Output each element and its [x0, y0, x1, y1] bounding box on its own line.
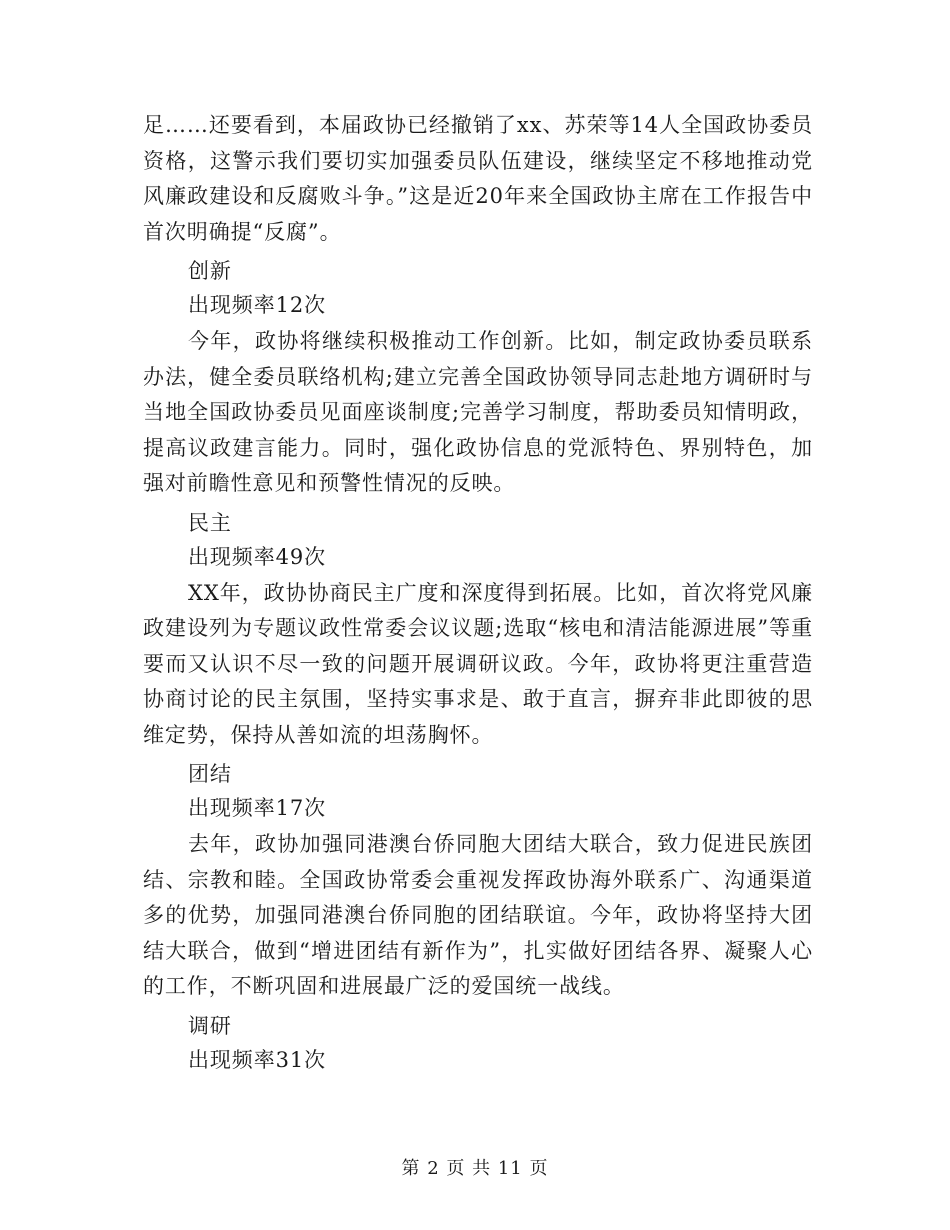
- section-body-democracy: XX年，政协协商民主广度和深度得到拓展。比如，首次将党风廉政建设列为专题议政性常委会议议题;选取“核电和清洁能源进展”等重要而又认识不尽一致的问题开展调研议政。今年，政协将更注重营造协商讨论的民主氛围，坚持实事求是、敢于直言，摒弃非此即彼的思维定势，保持从善如流的坦荡胸怀。: [143, 580, 813, 747]
- section-body-unity: 去年，政协加强同港澳台侨同胞大团结大联合，致力促进民族团结、宗教和睦。全国政协常委会重视发挥政协海外联系广、沟通渠道多的优势，加强同港澳台侨同胞的团结联谊。今年，政协将坚持大团结大联合，做到“增进团结有新作为”，扎实做好团结各界、凝聚人心的工作，不断巩固和进展最广泛的爱国统一战线。: [143, 832, 813, 998]
- section-heading-unity: 团结: [188, 762, 232, 786]
- section-heading-democracy: 民主: [188, 510, 232, 535]
- section-heading-research: 调研: [188, 1013, 232, 1038]
- section-frequency-research: 出现频率31次: [188, 1047, 327, 1072]
- section-body-innovation: 今年，政协将继续积极推动工作创新。比如，制定政协委员联系办法，健全委员联络机构;建立完善全国政协领导同志赴地方调研时与当地全国政协委员见面座谈制度;完善学习制度，帮助委员知情明政，提高议政建言能力。同时，强化政协信息的党派特色、界别特色，加强对前瞻性意见和预警性情况的反映。: [143, 329, 813, 495]
- section-heading-innovation: 创新: [188, 259, 232, 283]
- section-frequency-innovation: 出现频率12次: [188, 293, 327, 317]
- paragraph-intro: 足……还要看到，本届政协已经撤销了xx、苏荣等14人全国政协委员资格，这警示我们要切实加强委员队伍建设，继续坚定不移地推动党风廉政建设和反腐败斗争。”这是近20年来全国政协主席在工作报告中首次明确提“反腐”。: [143, 113, 813, 244]
- page-number-label: 第 2 页 共 11 页: [401, 1158, 549, 1179]
- document-body: [143, 108, 813, 1079]
- page-footer: [0, 1154, 950, 1180]
- section-frequency-unity: 出现频率17次: [188, 796, 327, 820]
- section-frequency-democracy: 出现频率49次: [188, 544, 327, 569]
